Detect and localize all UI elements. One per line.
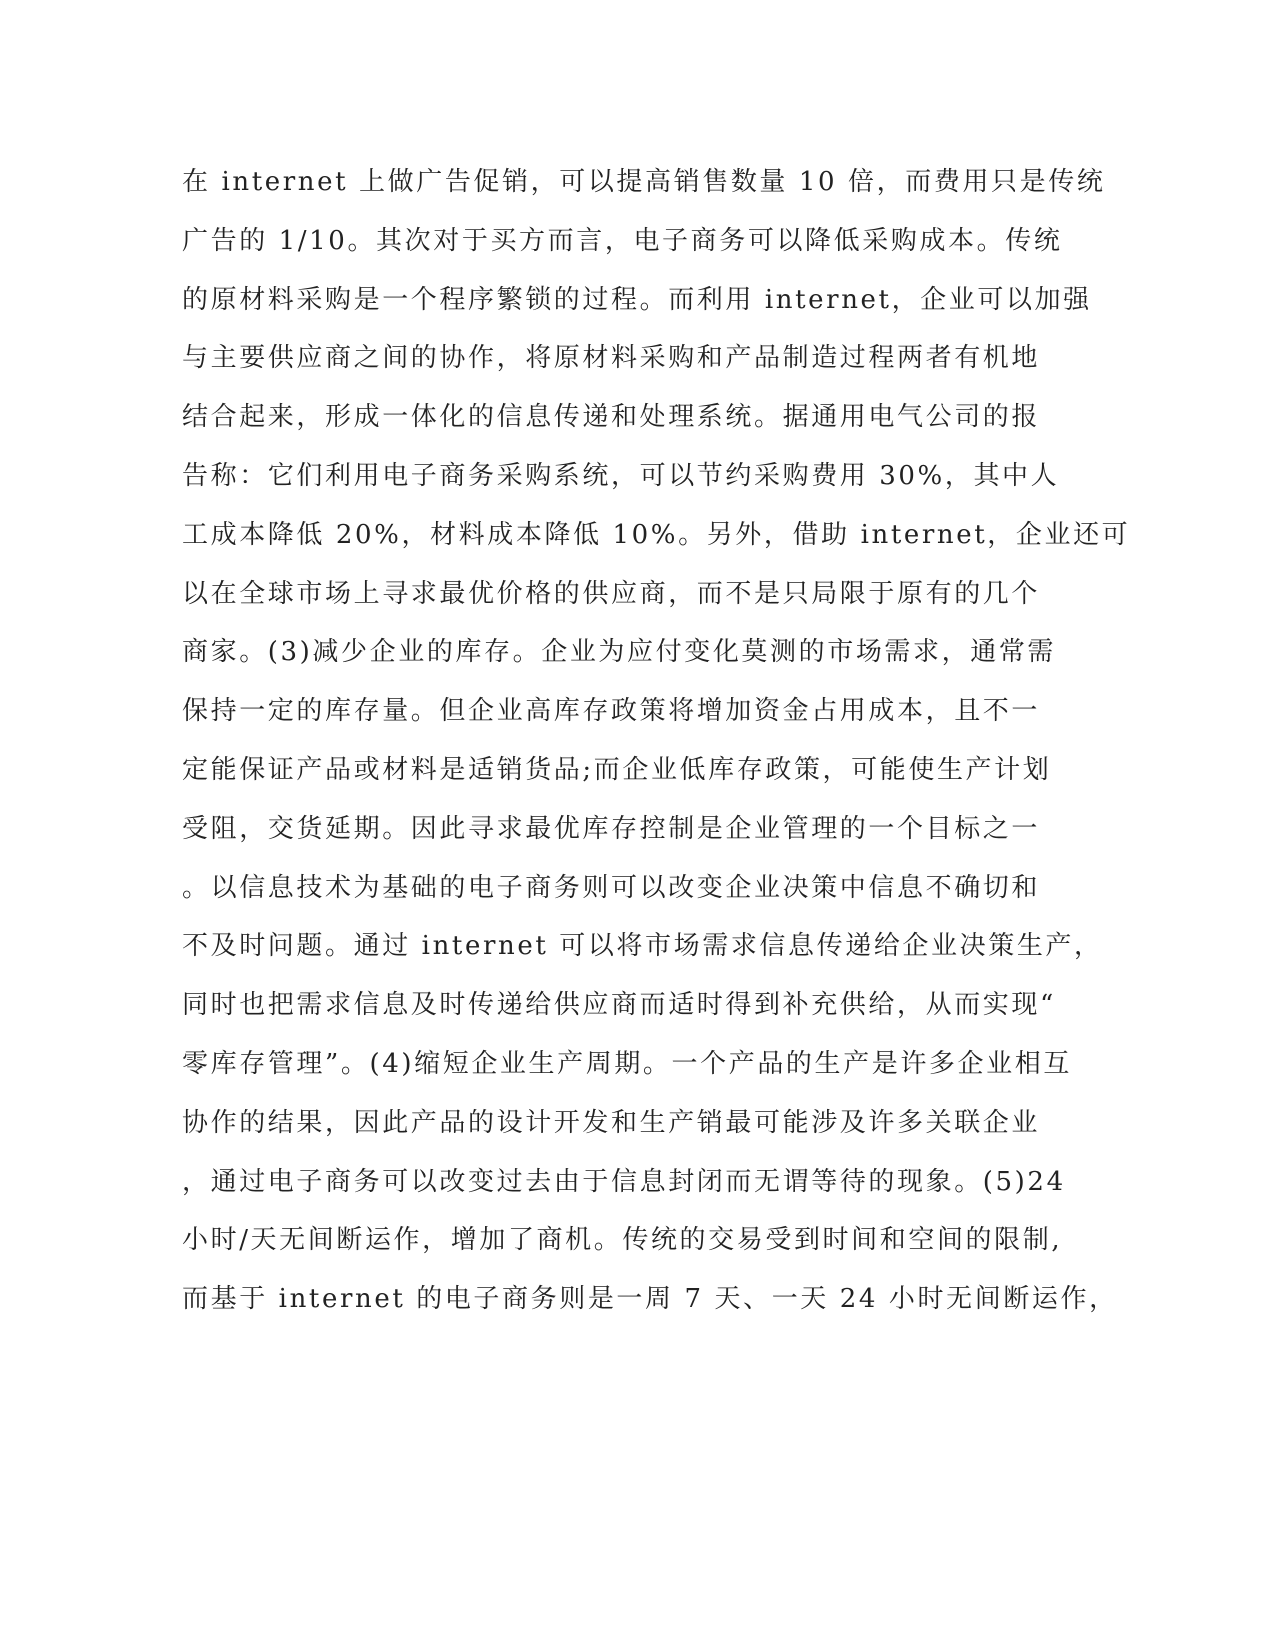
text-line: 小时/天无间断运作，增加了商机。传统的交易受到时间和空间的限制, xyxy=(182,1225,1063,1256)
text-line: 同时也把需求信息及时传递给供应商而适时得到补充供给，从而实现“ xyxy=(182,990,1056,1021)
text-line: 广告的 1/10。其次对于买方而言，电子商务可以降低采购成本。传统 xyxy=(182,225,1063,256)
text-line: 定能保证产品或材料是适销货品;而企业低库存政策，可能使生产计划 xyxy=(182,754,1052,785)
text-line: 不及时问题。通过 internet 可以将市场需求信息传递给企业决策生产， xyxy=(182,931,1103,962)
text-line: 而基于 internet 的电子商务则是一周 7 天、一天 24 小时无间断运作， xyxy=(182,1284,1118,1315)
text-line: 在 internet 上做广告促销，可以提高销售数量 10 倍，而费用只是传统 xyxy=(182,167,1106,197)
text-line: 工成本降低 20%，材料成本降低 10%。另外，借助 internet，企业还可 xyxy=(182,519,1131,550)
text-line: 商家。(3)减少企业的库存。企业为应付变化莫测的市场需求，通常需 xyxy=(182,637,1057,668)
text-line: 保持一定的库存量。但企业高库存政策将增加资金占用成本，且不一 xyxy=(182,696,1041,727)
text-line: 告称：它们利用电子商务采购系统，可以节约采购费用 30%，其中人 xyxy=(182,460,1060,491)
text-line: 以在全球市场上寻求最优价格的供应商，而不是只局限于原有的几个 xyxy=(182,578,1041,609)
text-line: ，通过电子商务可以改变过去由于信息封闭而无谓等待的现象。(5)24 xyxy=(182,1166,1066,1197)
text-line: 与主要供应商之间的协作，将原材料采购和产品制造过程两者有机地 xyxy=(182,343,1041,374)
text-line: 协作的结果，因此产品的设计开发和生产销最可能涉及许多关联企业 xyxy=(182,1107,1041,1138)
body-text xyxy=(182,158,1131,1334)
text-line: 的原材料采购是一个程序繁锁的过程。而利用 internet，企业可以加强 xyxy=(182,284,1092,315)
text-line: 结合起来，形成一体化的信息传递和处理系统。据通用电气公司的报 xyxy=(182,402,1041,433)
text-line: 零库存管理”。(4)缩短企业生产周期。一个产品的生产是许多企业相互 xyxy=(182,1048,1072,1079)
text-line: 受阻，交货延期。因此寻求最优库存控制是企业管理的一个目标之一 xyxy=(182,813,1041,844)
text-line: 。以信息技术为基础的电子商务则可以改变企业决策中信息不确切和 xyxy=(182,872,1041,903)
